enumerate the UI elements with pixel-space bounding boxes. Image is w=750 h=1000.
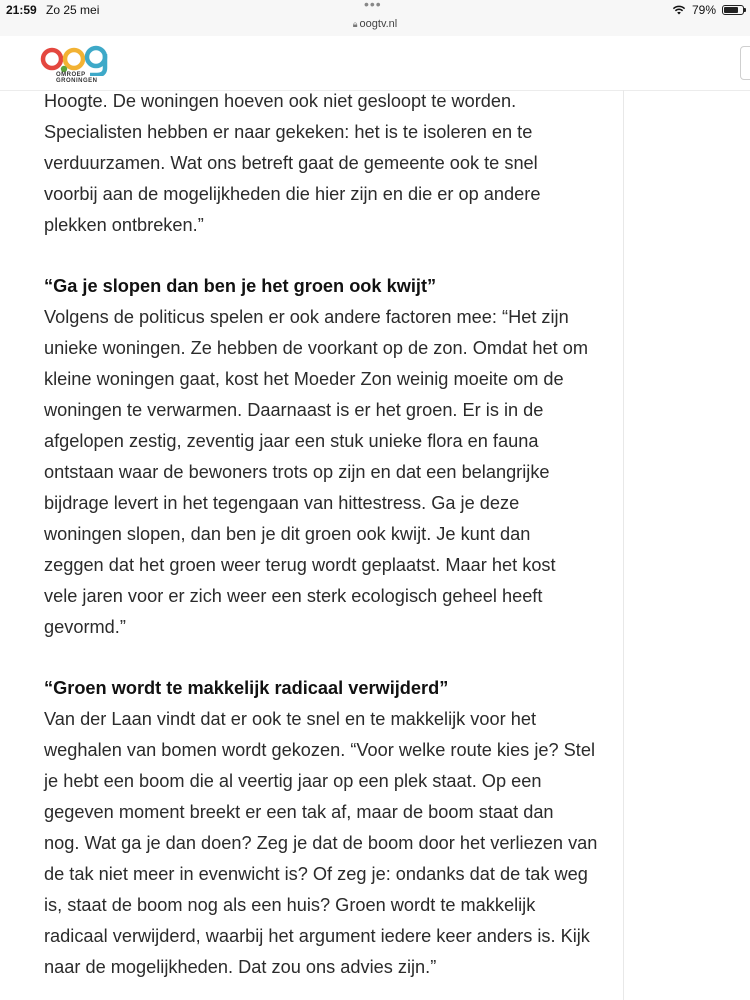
text-line: woningen te verwarmen. Daarnaast is er het groen. Er is in de: [44, 400, 544, 420]
oog-logo-mark: [40, 42, 112, 76]
status-indicators: [672, 3, 744, 17]
section-heading-radicaal-verwijderd: “Groen wordt te makkelijk radicaal verwijderd”: [44, 678, 449, 698]
address-url: oogtv.nl: [359, 18, 398, 30]
text-line: nog. Wat ga je dan doen? Zeg je dat de boom door het verliezen van: [44, 833, 598, 853]
text-line: vele jaren voor er zich weer een sterk ecologisch geheel heeft: [44, 586, 543, 606]
battery-fill: [724, 7, 738, 13]
wifi-icon: [672, 5, 686, 15]
section1-paragraph: [44, 302, 612, 643]
battery-percentage: 79%: [691, 3, 716, 17]
status-date: Zo 25 mei: [46, 3, 100, 17]
battery-icon: [722, 5, 744, 15]
status-bar: [0, 0, 750, 36]
sidebar-divider: [623, 90, 624, 1000]
text-line: woningen slopen, dan ben je dit groen ook kwijt. Je kunt dan: [44, 524, 531, 544]
text-line: Van der Laan vindt dat er ook te snel en te makkelijk voor het: [44, 709, 537, 729]
text-line: gevormd.”: [44, 617, 126, 637]
address-bar[interactable]: [0, 18, 750, 30]
logo-subtitle-line2: GRONINGEN: [56, 78, 98, 84]
text-line: ontstaan waar de bewoners trots op zijn en dat een belangrijke: [44, 462, 550, 482]
text-line: afgelopen zestig, zeventig jaar een stuk unieke flora en fauna: [44, 431, 539, 451]
intro-paragraph: [44, 86, 612, 241]
text-line: unieke woningen. Ze hebben de voorkant op de zon. Omdat het om: [44, 338, 588, 358]
text-line: weghalen van bomen wordt gekozen. “Voor welke route kies je? Stel: [44, 740, 595, 760]
section-heading-groen-kwijt: “Ga je slopen dan ben je het groen ook kwijt”: [44, 276, 437, 296]
text-line: kleine woningen gaat, kost het Moeder Zon weinig moeite om de: [44, 369, 564, 389]
text-line: Hoogte. De woningen hoeven ook niet gesloopt te worden.: [44, 91, 517, 111]
oog-logo[interactable]: [40, 42, 112, 84]
text-line: Specialisten hebben er naar gekeken: het is te isoleren en te: [44, 122, 533, 142]
text-line: verduurzamen. Wat ons betreft gaat de gemeente ook te snel: [44, 153, 538, 173]
text-line: radicaal verwijderd, waarbij het argument iedere keer anders is. Kijk: [44, 926, 590, 946]
text-line: zeggen dat het groen weer terug wordt geplaatst. Maar het kost: [44, 555, 556, 575]
text-line: gegeven moment breekt er een tak af, maar de boom staat dan: [44, 802, 554, 822]
text-line: bijdrage levert in het tegengaan van hittestress. Ga je deze: [44, 493, 520, 513]
text-line: de tak niet meer in evenwicht is? Of zeg je: ondanks dat de tak weg: [44, 864, 588, 884]
multitasking-dots-icon[interactable]: •••: [364, 0, 382, 12]
site-header: [0, 36, 750, 91]
logo-subtitle-line1: OMROEP: [56, 72, 86, 78]
section2-paragraph: [44, 704, 612, 983]
menu-button[interactable]: [740, 46, 750, 80]
article-body: [44, 86, 612, 983]
text-line: plekken ontbreken.”: [44, 215, 204, 235]
text-line: is, staat de boom nog als een huis? Groen wordt te makkelijk: [44, 895, 536, 915]
text-line: Volgens de politicus spelen er ook andere factoren mee: “Het zijn: [44, 307, 569, 327]
lock-icon: 🔒︎: [352, 19, 358, 29]
text-line: naar de mogelijkheden. Dat zou ons advies zijn.”: [44, 957, 437, 977]
text-line: je hebt een boom die al veertig jaar op een plek staat. Op een: [44, 771, 542, 791]
text-line: voorbij aan de mogelijkheden die hier zijn en die er op andere: [44, 184, 541, 204]
status-time: 21:59: [6, 3, 37, 17]
